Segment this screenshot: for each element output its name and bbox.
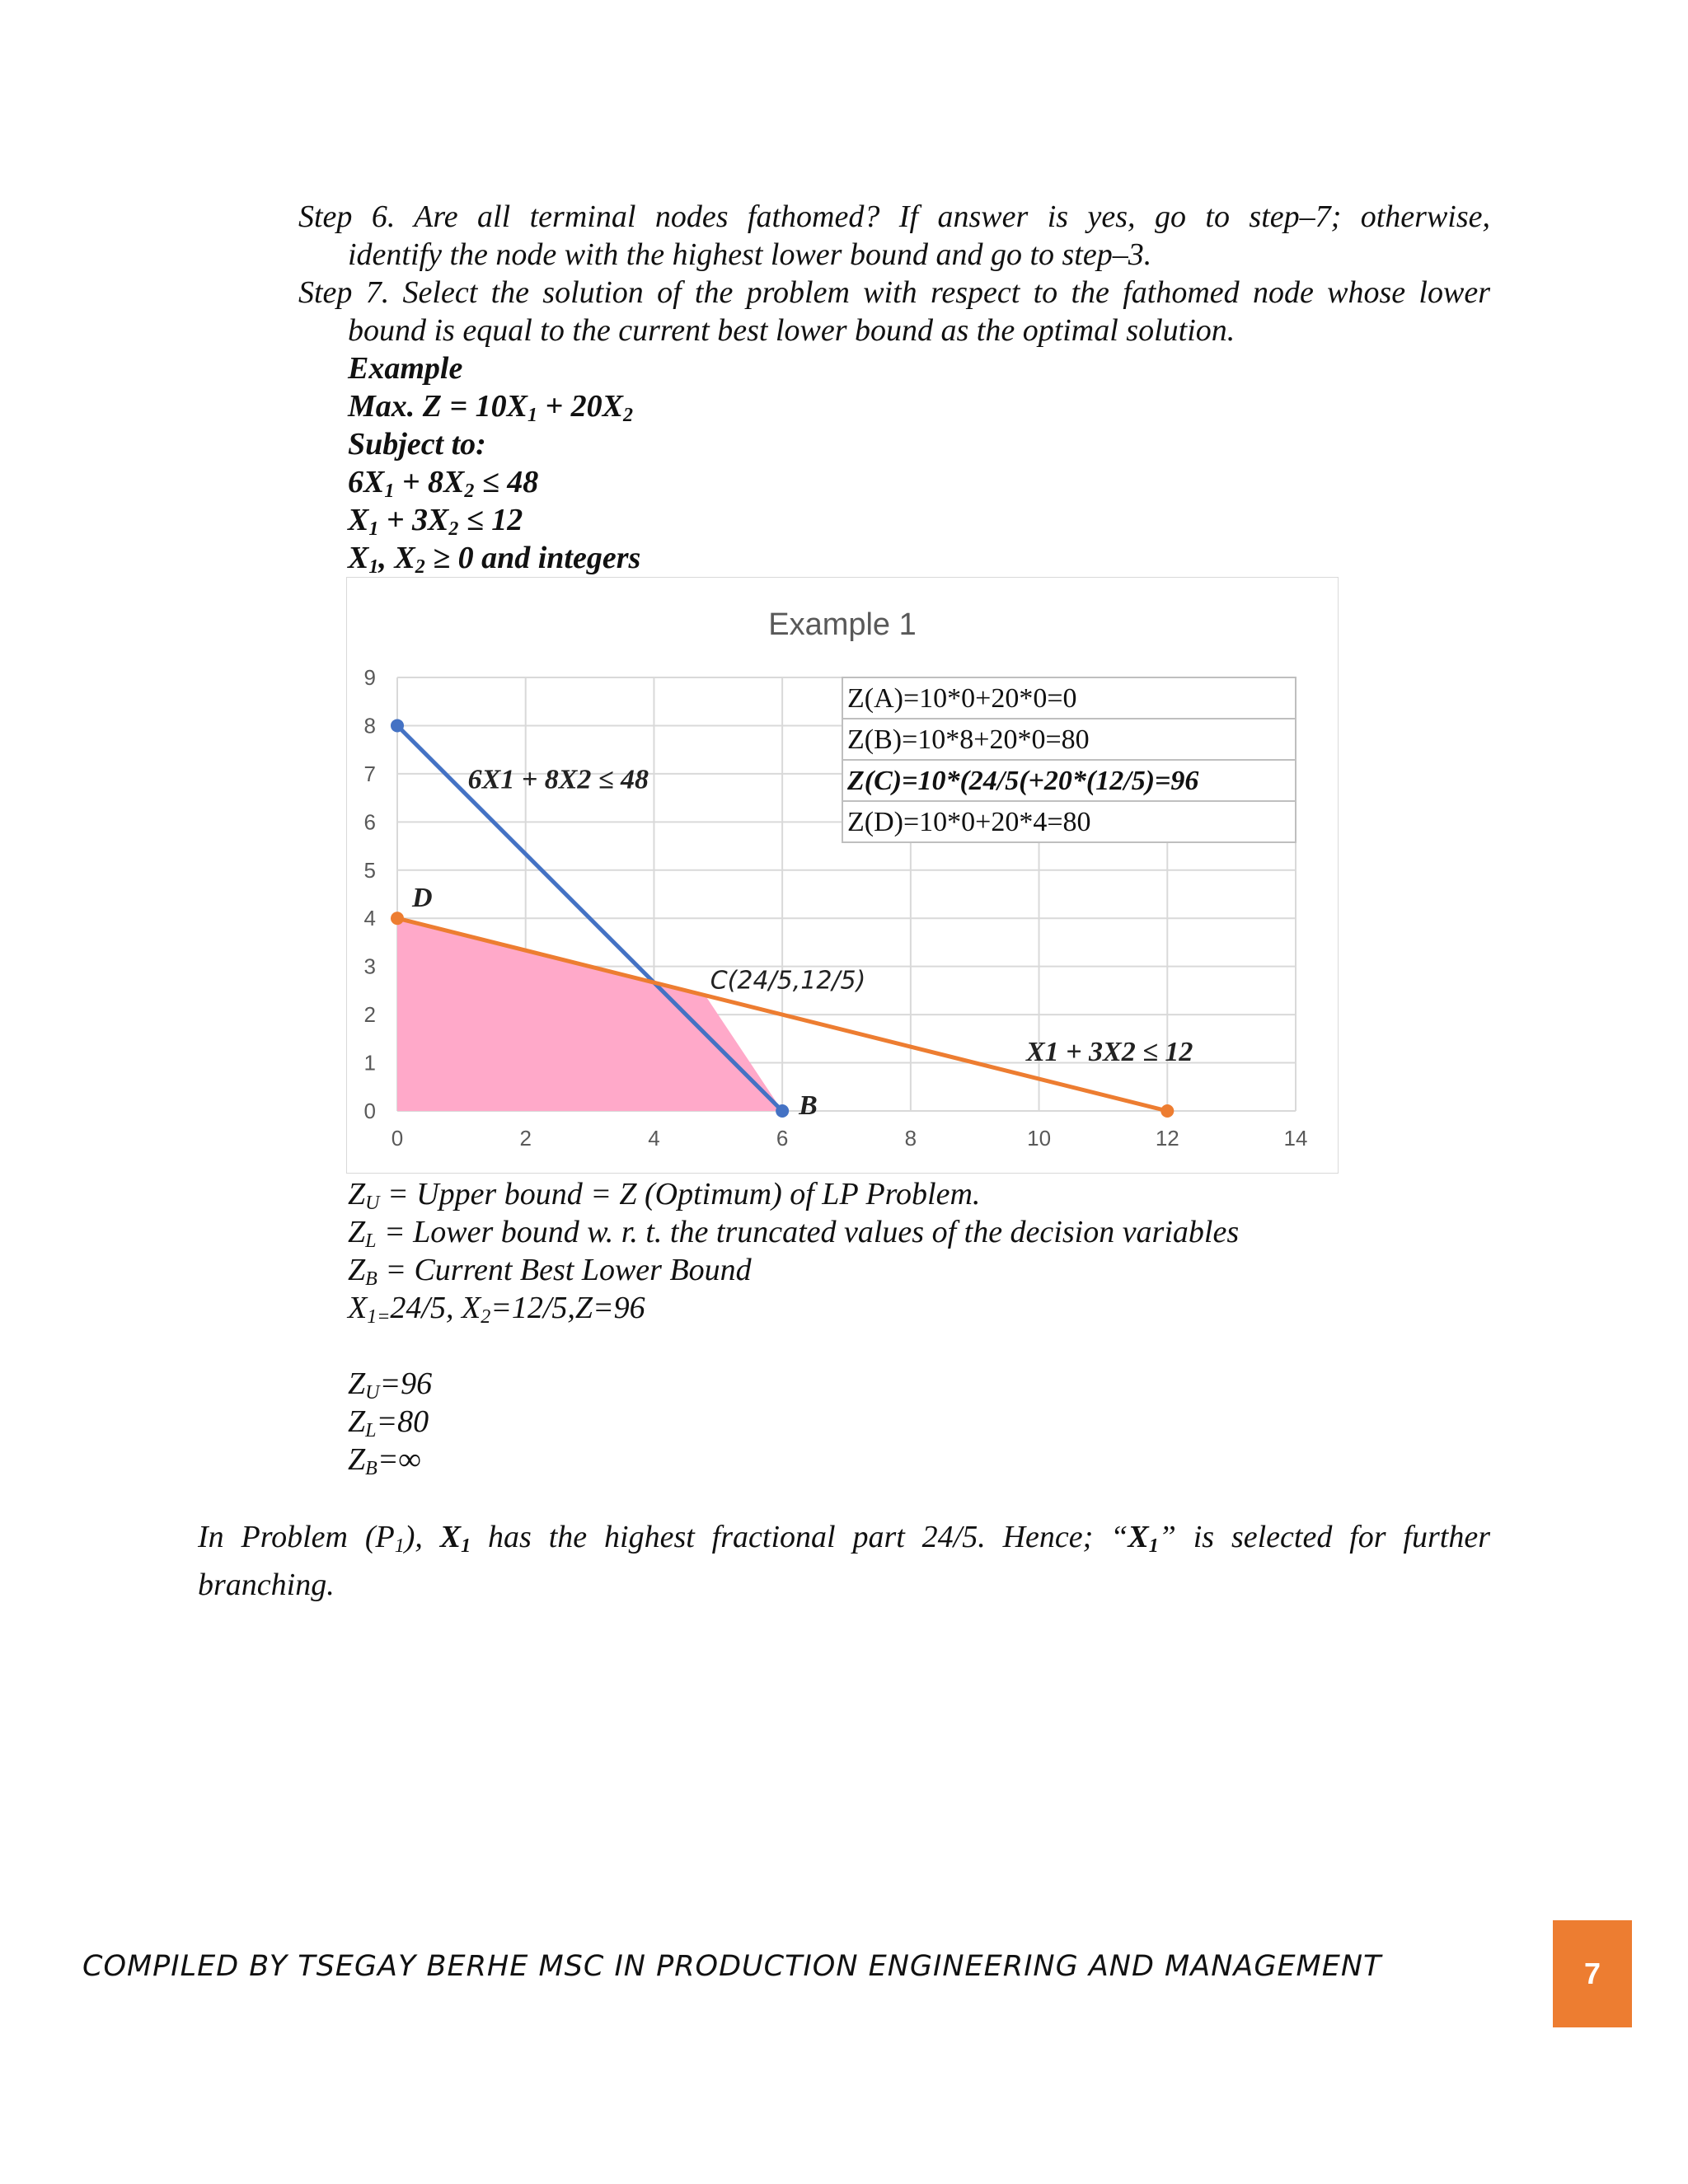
x-tick-label: 4 [648, 1126, 660, 1151]
value-zu: $Z_U=96$ [348, 1366, 433, 1404]
y-tick-label: 8 [363, 713, 376, 738]
z-table-row: Z(D)=10*0+20*4=80 [847, 807, 1091, 837]
page-number-badge: 7 [1553, 1920, 1632, 2027]
example-objective: Max. $Z = 10X_1 + 20X_2$ [348, 389, 633, 426]
value-zb: $Z_B=\infty$ [348, 1442, 421, 1479]
series-point [776, 1104, 789, 1118]
branching-paragraph-line1: In Problem $(P_1)$, $X_1$ has the highest fractional part 24/5. Hence; “$X_1$” is selected for further [198, 1520, 1490, 1557]
value-zl: $Z_L=80$ [348, 1404, 429, 1441]
y-tick-label: 2 [363, 1002, 376, 1028]
y-tick-label: 1 [363, 1050, 376, 1076]
z-table-row: Z(C)=10*(24/5(+20*(12/5)=96 [847, 766, 1199, 796]
x-tick-label: 0 [391, 1126, 404, 1151]
definition-zl: $Z_L$ = Lower bound w. r. t. the truncated values of the decision variables [348, 1215, 1240, 1252]
series-point [391, 912, 404, 925]
step7-line1: Step 7. Select the solution of the problem with respect to the fathomed node whose lower [298, 275, 1490, 310]
example-title: Example [348, 351, 463, 386]
y-tick-label: 0 [363, 1099, 376, 1123]
point-label: B [799, 1090, 818, 1121]
x-tick-label: 14 [1283, 1126, 1308, 1151]
lp-solution: $X_{1=}24/5$, $X_2=12/5,Z=96$ [348, 1291, 645, 1328]
y-tick-label: 7 [363, 761, 376, 786]
lp-graph-chart [346, 577, 1339, 1174]
definition-zu: $Z_U$ = Upper bound = Z (Optimum) of LP Problem. [348, 1177, 981, 1214]
x-tick-label: 2 [519, 1126, 532, 1151]
series-point [391, 719, 404, 732]
z-value-table [842, 677, 1296, 842]
series-label-1: 6X1 + 8X2 ≤ 48 [467, 764, 649, 795]
y-tick-label: 3 [363, 954, 376, 979]
y-tick-label: 5 [363, 857, 376, 883]
definition-zb: $Z_B$ = Current Best Lower Bound [348, 1253, 752, 1290]
series-point [1160, 1104, 1174, 1118]
z-table-row: Z(B)=10*8+20*0=80 [847, 724, 1090, 755]
constraint-3: $X_1$, $X_2 \ge 0$ and integers [348, 541, 641, 578]
step6-line1: Step 6. Are all terminal nodes fathomed? If answer is yes, go to step–7; otherwise, [298, 199, 1490, 234]
z-table-row: Z(A)=10*0+20*0=0 [847, 683, 1077, 714]
y-tick-label: 4 [363, 906, 376, 931]
footer-credit: COMPILED BY TSEGAY BERHE MSC IN PRODUCTION ENGINEERING AND MANAGEMENT [82, 1950, 1382, 1983]
x-tick-label: 8 [904, 1126, 917, 1151]
constraint-2: $X_1 + 3X_2 \le 12$ [348, 503, 523, 540]
branching-paragraph-line2: branching. [198, 1568, 335, 1602]
example-subject-to: Subject to: [348, 427, 486, 462]
x-tick-label: 12 [1155, 1126, 1179, 1151]
x-tick-label: 6 [776, 1126, 789, 1151]
chart-title: Example 1 [768, 607, 917, 642]
step7-line2: bound is equal to the current best lower bound as the optimal solution. [348, 313, 1236, 348]
constraint-1: $6X_1 + 8X_2 \le 48$ [348, 465, 539, 502]
point-label: C(24/5,12/5) [710, 966, 866, 996]
y-tick-label: 6 [363, 809, 376, 835]
y-tick-label: 9 [363, 665, 376, 690]
series-label-2: X1 + 3X2 ≤ 12 [1026, 1036, 1193, 1067]
step6-line2: identify the node with the highest lower bound and go to step–3. [348, 237, 1152, 272]
point-label: D [412, 883, 433, 914]
x-tick-label: 10 [1027, 1126, 1052, 1151]
